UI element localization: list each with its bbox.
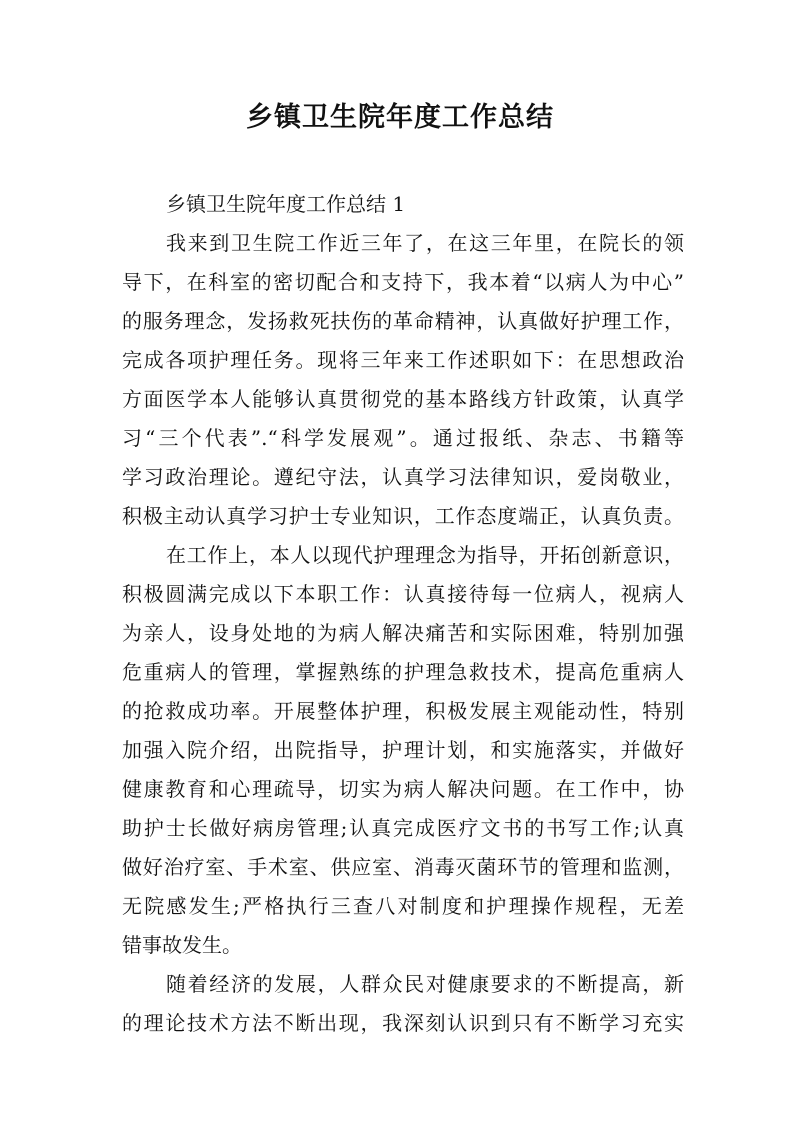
paragraph-line: 加强入院介绍，出院指导，护理计划，和实施落实，并做好 <box>122 738 684 762</box>
paragraph-line: 完成各项护理任务。现将三年来工作述职如下：在思想政治 <box>122 348 684 372</box>
paragraph-line: 在工作上，本人以现代护理理念为指导，开拓创新意识， <box>166 543 684 567</box>
paragraph-line: 习“三个代表”.“科学发展观”。通过报纸、杂志、书籍等 <box>122 426 684 450</box>
paragraph-line: 我来到卫生院工作近三年了，在这三年里，在院长的领 <box>166 231 684 255</box>
paragraph-line: 错事故发生。 <box>122 933 242 957</box>
paragraph-line: 的服务理念，发扬救死扶伤的革命精神，认真做好护理工作， <box>122 309 684 333</box>
paragraph-line: 导下，在科室的密切配合和支持下，我本着“以病人为中心” <box>122 270 684 294</box>
paragraph-line: 积极圆满完成以下本职工作：认真接待每一位病人，视病人 <box>122 582 684 606</box>
paragraph-line: 为亲人，设身处地的为病人解决痛苦和实际困难，特别加强 <box>122 621 684 645</box>
paragraph-line: 学习政治理论。遵纪守法，认真学习法律知识，爱岗敬业， <box>122 465 684 489</box>
paragraph-line: 做好治疗室、手术室、供应室、消毒灭菌环节的管理和监测， <box>122 855 684 879</box>
paragraph-line: 助护士长做好病房管理;认真完成医疗文书的书写工作;认真 <box>122 816 684 840</box>
paragraph-line: 积极主动认真学习护士专业知识，工作态度端正，认真负责。 <box>122 504 684 528</box>
paragraph-line: 无院感发生;严格执行三查八对制度和护理操作规程，无差 <box>122 894 684 918</box>
paragraph-line: 健康教育和心理疏导，切实为病人解决问题。在工作中，协 <box>122 777 684 801</box>
paragraph-line: 的理论技术方法不断出现，我深刻认识到只有不断学习充实 <box>122 1011 684 1035</box>
section-heading: 乡镇卫生院年度工作总结 1 <box>166 192 406 216</box>
paragraph-line: 随着经济的发展，人群众民对健康要求的不断提高，新 <box>166 972 684 996</box>
paragraph-line: 方面医学本人能够认真贯彻党的基本路线方针政策，认真学 <box>122 387 684 411</box>
document-title: 乡镇卫生院年度工作总结 <box>246 102 554 133</box>
paragraph-line: 危重病人的管理，掌握熟练的护理急救技术，提高危重病人 <box>122 660 684 684</box>
paragraph-line: 的抢救成功率。开展整体护理，积极发展主观能动性，特别 <box>122 699 684 723</box>
